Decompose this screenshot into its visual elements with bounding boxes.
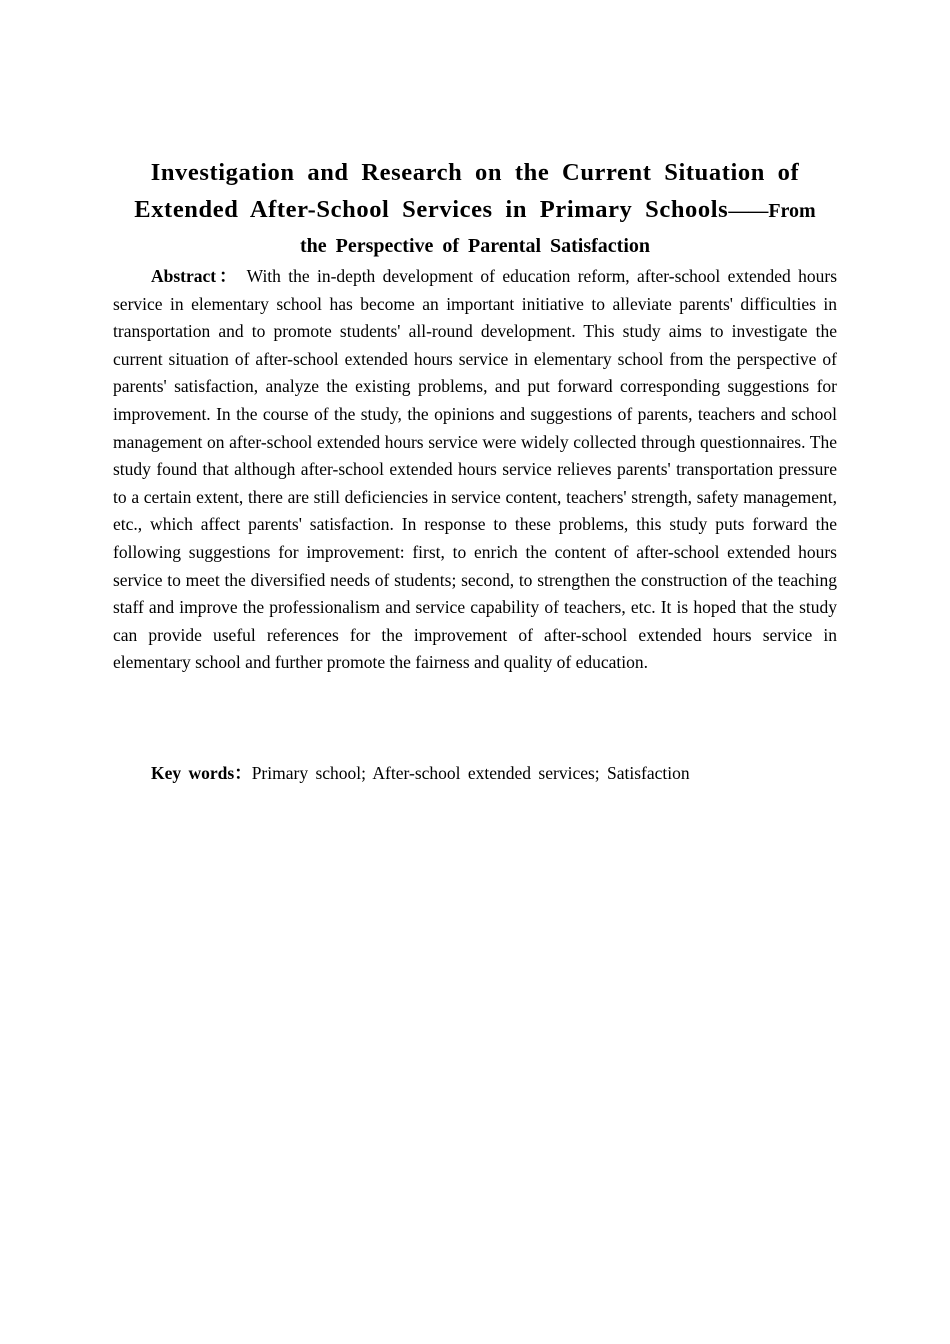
paper-title: [113, 154, 837, 262]
keywords-paragraph: [113, 760, 837, 788]
title-line-2-suffix: ——From: [728, 200, 816, 222]
keywords-text: Primary school; After-school extended services; Satisfaction: [251, 763, 690, 783]
title-line-2: [113, 191, 837, 230]
abstract-text: With the in-depth development of education reform, after-school extended hours service in elementary school has become an important initiative to alleviate parents' difficulties in transportation and to promote students' all-round development. This study aims to investigate the current situation of after-school extended hours service in elementary school from the perspective of parents' satisfaction, analyze the existing problems, and put forward corresponding suggestions for improvement. In the course of the study, the opinions and suggestions of parents, teachers and school management on after-school extended hours service were widely collected through questionnaires. The study found that although after-school extended hours service relieves parents' transportation pressure to a certain extent, there are still deficiencies in service content, teachers' strength, safety management, etc., which affect parents' satisfaction. In response to these problems, this study puts forward the following suggestions for improvement: first, to enrich the content of after-school extended hours service to meet the diversified needs of students; second, to strengthen the construction of the teaching staff and improve the professionalism and service capability of teachers, etc. It is hoped that the study can provide useful references for the improvement of after-school extended hours service in elementary school and further promote the fairness and quality of education.: [113, 266, 838, 673]
title-line-2-main: Extended After-School Services in Primary Schools: [134, 196, 729, 223]
keywords-label: Key words：: [151, 763, 252, 783]
title-line-1: Investigation and Research on the Current Situation of: [150, 159, 800, 186]
title-line-3: the Perspective of Parental Satisfaction: [300, 235, 650, 257]
abstract-label: Abstract：: [151, 266, 240, 286]
abstract-paragraph: [113, 263, 837, 677]
